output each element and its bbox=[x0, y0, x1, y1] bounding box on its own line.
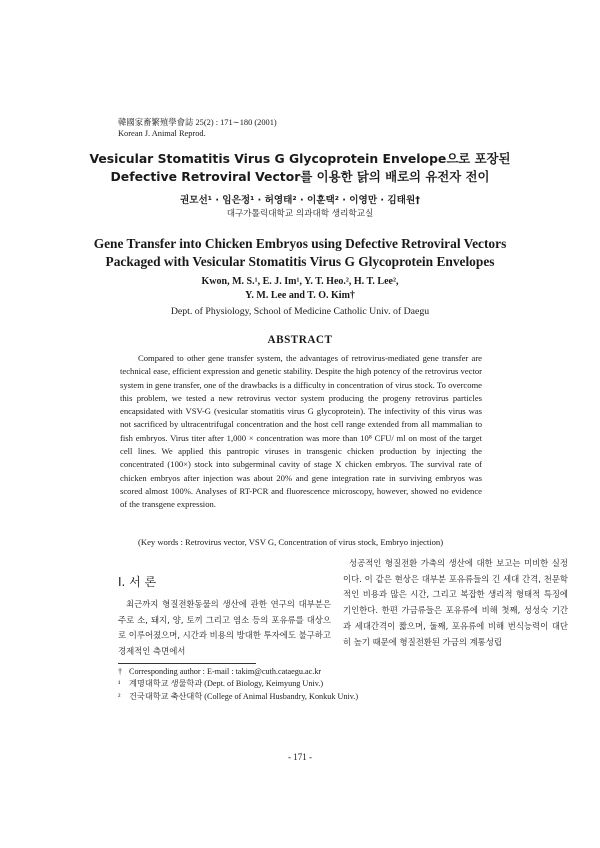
english-affiliation: Dept. of Physiology, School of Medicine Catholic Univ. of Daegu bbox=[170, 306, 430, 317]
intro-right-column bbox=[343, 556, 568, 650]
english-authors-line-2: Y. M. Lee and T. O. Kim† bbox=[245, 290, 355, 301]
footnote-divider bbox=[118, 663, 256, 664]
english-authors bbox=[60, 275, 540, 303]
korean-title-line-2: Defective Retroviral Vector를 이용한 닭의 배로의 유전자 전이 bbox=[110, 169, 490, 184]
english-title-line-1: Gene Transfer into Chicken Embryos using Defective Retroviral Vectors bbox=[93, 236, 507, 251]
abstract-body bbox=[120, 352, 482, 512]
intro-left-column bbox=[118, 597, 331, 660]
korean-title bbox=[60, 150, 540, 186]
korean-title-line-1: Vesicular Stomatitis Virus G Glycoprotein Envelope으로 포장된 bbox=[89, 151, 511, 166]
intro-left-text: 최근까지 형질전환동물의 생산에 관한 연구의 대부분은 주로 소, 돼지, 양, 토끼 그리고 염소 등의 포유류를 대상으로 이루어졌으며, 시간과 비용의 방대한 투자에도 불구하고 경제적인 측면에서 bbox=[118, 599, 331, 657]
footnote-corresponding: † Corresponding author : E-mail : takim@cuth.cataegu.ac.kr bbox=[118, 667, 322, 676]
footnote-1: ¹ 계명대학교 생물학과 (Dept. of Biology, Keimyung Univ.) bbox=[118, 679, 324, 689]
korean-authors: 권모선¹ · 임은정¹ · 허영태² · 이훈택² · 이영만 · 김태원† bbox=[179, 195, 421, 206]
journal-citation bbox=[118, 117, 277, 139]
keywords: (Key words : Retrovirus vector, VSV G, Concentration of virus stock, Embryo injection) bbox=[138, 537, 444, 547]
korean-affiliation: 대구가톨릭대학교 의과대학 생리학교실 bbox=[226, 209, 374, 219]
abstract-heading: ABSTRACT bbox=[267, 334, 333, 346]
english-authors-line-1: Kwon, M. S.¹, E. J. Im¹, Y. T. Heo.², H. T. Lee², bbox=[201, 276, 399, 287]
footnotes bbox=[118, 666, 358, 703]
footnote-2: ² 건국대학교 축산대학 (College of Animal Husbandry, Konkuk Univ.) bbox=[118, 691, 359, 701]
page-number: - 171 - bbox=[288, 752, 312, 762]
journal-citation-english: Korean J. Animal Reprod. bbox=[118, 129, 206, 138]
english-title-line-2: Packaged with Vesicular Stomatitis Virus G Glycoprotein Envelopes bbox=[105, 254, 495, 269]
journal-citation-korean: 韓國家畜繁殖學會誌 25(2) : 171∼180 (2001) bbox=[118, 118, 277, 127]
english-title bbox=[60, 235, 540, 271]
abstract-paragraph: Compared to other gene transfer system, the advantages of retrovirus-mediated gene transfer are technical ease, efficient expression and genetic stability. Despite the high potency of the retrovirus vector system in gene transfer, one of the drawbacks is a difficulty in concentration of virus stock. To overcome this problem, we tested a new retrovirus vector system producing the progeny retrovirus particles encapsidated with VSV-G (vesicular stomatitis virus G glycoprotein). The infectivity of this virus was not sacrificed by ultracentrifugal concentration and the host cell range extended from all mammalian to fish embryos. Virus titer after 1,000 × concentration was more than 10⁸ CFU/ ml on most of the target cell lines. We applied this pantropic viruses in transgenic chicken production by injecting the concentrated (100×) stock into subgerminal cavity of stage X chicken embryos. The survival rate of chicken embryos after injection was about 20% and gene integration rate in surviving embryos was scored almost 100%. Analyses of RT-PCR and fluorescence microscopy, however, showed no evidence of the transgene expression. bbox=[120, 353, 482, 510]
intro-right-text: 성공적인 형질전환 가축의 생산에 대한 보고는 미비한 실정이다. 이 같은 현상은 대부분 포유류들의 긴 세대 간격, 천문학적인 비용과 많은 시간, 그리고 복잡한 생리적 형태적 특징에 기인한다. 한편 가금류들은 포유류에 비해 첫째, 성성숙 기간과 세대간격이 짧으며, 둘째, 포유류에 비해 번식능력이 대단히 높기 때문에 형질전환된 가금의 계통성립 bbox=[343, 558, 568, 647]
section-heading: Ⅰ. 서 론 bbox=[118, 575, 157, 589]
